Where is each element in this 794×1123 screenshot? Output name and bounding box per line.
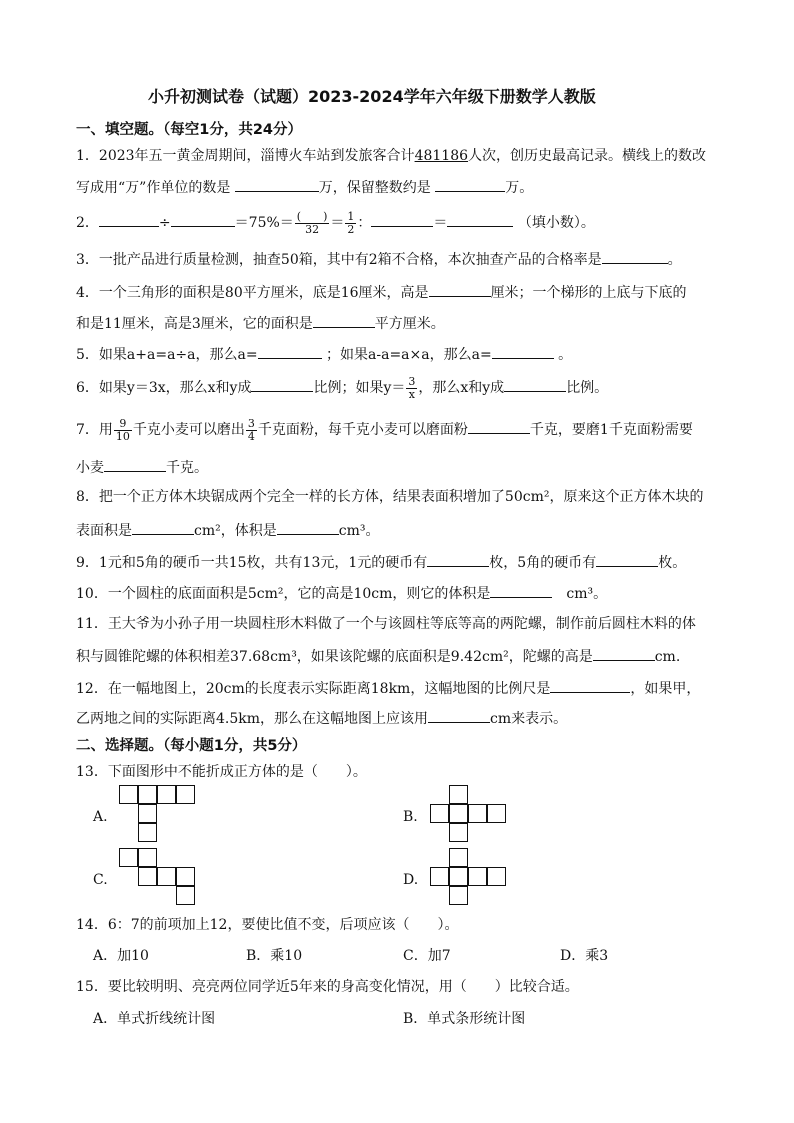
question-8-line-1: 8．把一个正方体木块锯成两个完全一样的长方体，结果表面积增加了50cm²，原来这个正方体木块的: [76, 489, 704, 505]
answer-blank[interactable]: [427, 552, 489, 567]
fraction: $\frac{1}{2}$: [347, 209, 355, 236]
question-11-line-2: 积与圆锥陀螺的体积相差37.68cm³，如果该陀螺的底面积是9.42cm²，陀螺的高是 cm.: [76, 646, 680, 666]
question-11-line-1: 11．王大爷为小孙子用一块圆柱形木料做了一个与该圆柱等底等高的两陀螺，制作前后圆柱木料的体: [76, 616, 696, 632]
underlined-number: 481186: [414, 148, 469, 164]
net-square: [468, 867, 487, 886]
net-square: [138, 804, 157, 823]
fraction: $\frac{( )}{32}$: [296, 209, 328, 236]
option-b-label[interactable]: B.: [403, 809, 418, 825]
page-title: 小升初测试卷（试题）2023-2024学年六年级下册数学人教版: [148, 87, 596, 106]
fraction: $\frac{9}{10}$: [115, 416, 130, 443]
question-5: 5．如果a+a=a÷a，那么a= ；如果a-a=a×a，那么a= 。: [76, 344, 572, 364]
option-b[interactable]: B．乘10: [246, 948, 303, 964]
question-15: 15．要比较明明、亮亮两位同学近5年来的身高变化情况，用（ ）比较合适。: [76, 979, 579, 995]
answer-blank[interactable]: [277, 520, 339, 535]
answer-blank[interactable]: [313, 313, 375, 328]
option-c-label[interactable]: C.: [93, 872, 108, 888]
net-square: [449, 886, 468, 905]
answer-blank[interactable]: [504, 377, 566, 392]
answer-blank[interactable]: [602, 249, 668, 264]
answer-blank[interactable]: [258, 344, 322, 359]
section-heading-multiple-choice: 二、选择题。（每小题1分，共5分）: [76, 738, 307, 754]
option-d-label[interactable]: D.: [403, 872, 419, 888]
net-square: [138, 785, 157, 804]
question-3: 3．一批产品进行质量检测，抽查50箱，其中有2箱不合格，本次抽查产品的合格率是 。: [76, 249, 682, 269]
answer-blank[interactable]: [490, 583, 552, 598]
net-square: [119, 785, 138, 804]
question-9: 9．1元和5角的硬币一共15枚，共有13元，1元的硬币有 枚，5角的硬币有 枚。: [76, 552, 686, 572]
net-square: [176, 886, 195, 905]
option-a[interactable]: A．单式折线统计图: [93, 1011, 216, 1027]
net-square: [119, 848, 138, 867]
answer-blank[interactable]: [593, 646, 655, 661]
net-square: [487, 867, 506, 886]
question-2: 2． ÷ ＝75%＝ $\frac{( )}{32}$ ＝ $\frac{1}{2}$ ： ＝ （填小数）。: [76, 209, 595, 236]
question-1-line-2: 写成用“万”作单位的数是 万，保留整数约是 万。: [76, 177, 533, 197]
question-10: 10．一个圆柱的底面面积是5cm²，它的高是10cm，则它的体积是 cm³。: [76, 583, 607, 603]
option-a[interactable]: A．加10: [93, 948, 149, 964]
question-14: 14．6：7的前项加上12，要使比值不变，后项应该（ ）。: [76, 917, 459, 933]
net-square: [157, 785, 176, 804]
net-square: [487, 804, 506, 823]
fraction: $\frac{3}{x}$: [408, 374, 416, 401]
net-square: [468, 804, 487, 823]
answer-blank[interactable]: [447, 212, 513, 227]
option-a-label[interactable]: A.: [93, 809, 108, 825]
question-7-line-2: 小麦 千克。: [76, 457, 208, 477]
net-square: [176, 867, 195, 886]
answer-blank[interactable]: [550, 678, 630, 693]
option-c[interactable]: C．加7: [403, 948, 451, 964]
net-square: [157, 867, 176, 886]
answer-blank[interactable]: [371, 212, 433, 227]
answer-blank[interactable]: [235, 177, 319, 192]
fraction: $\frac{3}{4}$: [247, 416, 255, 443]
answer-blank[interactable]: [429, 282, 491, 297]
answer-blank[interactable]: [435, 177, 505, 192]
answer-blank[interactable]: [428, 708, 490, 723]
question-7-line-1: 7．用 $\frac{9}{10}$ 千克小麦可以磨出 $\frac{3}{4}$ 千克面粉，每千克小麦可以磨面粉 千克，要磨1千克面粉需要: [76, 416, 693, 443]
question-12-line-2: 乙两地之间的实际距离4.5km，那么在这幅地图上应该用 cm来表示。: [76, 708, 567, 728]
net-square: [449, 823, 468, 842]
answer-blank[interactable]: [99, 212, 159, 227]
answer-blank[interactable]: [596, 552, 658, 567]
net-square: [138, 823, 157, 842]
net-square: [430, 804, 449, 823]
answer-blank[interactable]: [251, 377, 313, 392]
option-d[interactable]: D．乘3: [560, 948, 609, 964]
answer-blank[interactable]: [171, 212, 235, 227]
net-square: [138, 867, 157, 886]
answer-blank[interactable]: [132, 520, 194, 535]
question-4-line-2: 和是11厘米，高是3厘米，它的面积是 平方厘米。: [76, 313, 445, 333]
net-square: [449, 804, 468, 823]
question-4-line-1: 4．一个三角形的面积是80平方厘米，底是16厘米，高是 厘米；一个梯形的上底与下底的: [76, 282, 687, 302]
net-square: [449, 785, 468, 804]
question-8-line-2: 表面积是 cm²，体积是 cm³。: [76, 520, 379, 540]
question-1-line-1: 1．2023年五一黄金周期间，淄博火车站到发旅客合计481186人次，创历史最高记录。横线上的数改: [76, 148, 707, 164]
section-heading-fill-blank: 一、填空题。（每空1分，共24分）: [76, 122, 303, 138]
answer-blank[interactable]: [104, 457, 166, 472]
net-square: [449, 867, 468, 886]
net-square: [138, 848, 157, 867]
question-13: 13．下面图形中不能折成正方体的是（ ）。: [76, 764, 367, 780]
answer-blank[interactable]: [492, 344, 554, 359]
net-square: [430, 867, 449, 886]
net-square: [449, 848, 468, 867]
net-square: [176, 785, 195, 804]
question-6: 6．如果y＝3x，那么x和y成 比例；如果y＝ $\frac{3}{x}$ ，那么x和y成 比例。: [76, 374, 609, 401]
question-12-line-1: 12．在一幅地图上，20cm的长度表示实际距离18km，这幅地图的比例尺是 ，如果甲，: [76, 678, 700, 698]
option-b[interactable]: B．单式条形统计图: [403, 1011, 526, 1027]
answer-blank[interactable]: [468, 419, 530, 434]
